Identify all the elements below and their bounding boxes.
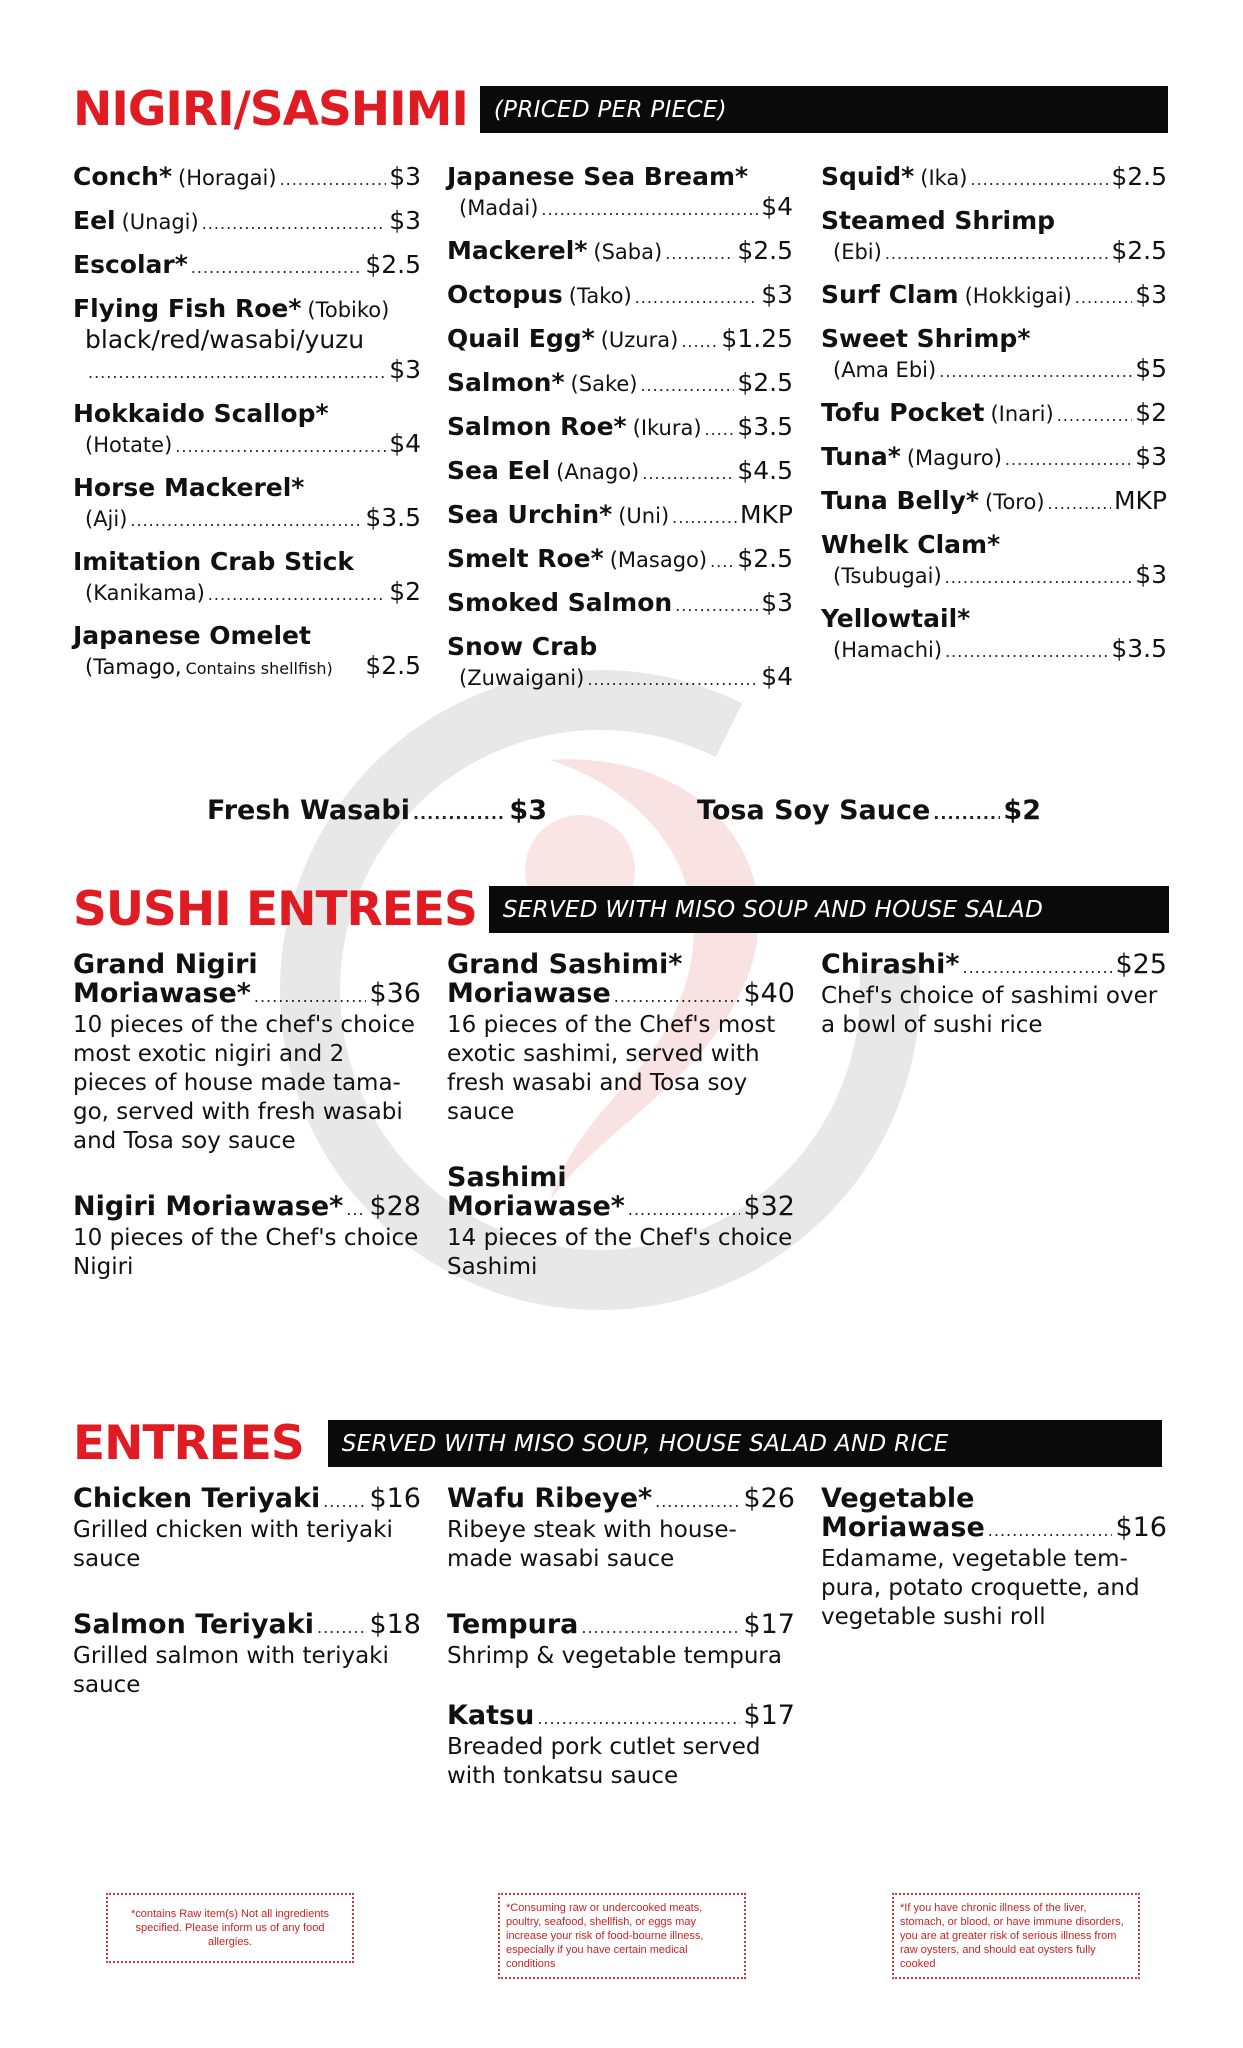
- dot-leader: [945, 563, 1133, 593]
- nigiri-column-2: [447, 162, 793, 706]
- item-name: Salmon Roe*: [447, 412, 627, 441]
- item-price: $3: [1135, 280, 1167, 309]
- dot-leader: [675, 591, 758, 621]
- nigiri-section-bar: (PRICED PER PIECE): [480, 86, 1168, 133]
- item-jp: (Hotate): [85, 433, 173, 457]
- item-jp: (Tamago,: [85, 655, 182, 679]
- menu-item: [73, 1484, 421, 1574]
- dot-leader: [988, 1516, 1113, 1545]
- item-name: Vegetable: [821, 1483, 975, 1514]
- item-note: Contains shellfish): [185, 659, 333, 678]
- dot-leader: [541, 195, 758, 225]
- menu-item: [73, 250, 421, 283]
- item-price: $40: [743, 978, 795, 1009]
- item-note: black/red/wasabi/yuzu: [85, 325, 365, 354]
- item-jp: (Madai): [459, 196, 539, 220]
- dot-leader: [175, 432, 386, 462]
- item-price: $2.5: [1111, 236, 1167, 265]
- item-jp: (Toro): [985, 490, 1045, 514]
- item-name: Whelk Clam*: [821, 530, 1001, 559]
- menu-item: [447, 1610, 795, 1671]
- item-description: 14 pieces of the Chef's choice Sashimi: [447, 1225, 793, 1280]
- item-jp: (Unagi): [121, 210, 199, 234]
- item-price: $2.5: [737, 368, 793, 397]
- menu-item: [73, 162, 421, 195]
- item-name: Sea Eel: [447, 456, 551, 485]
- menu-item: [447, 1163, 795, 1282]
- item-jp: (Tobiko): [307, 298, 390, 322]
- item-price: $2.5: [1111, 162, 1167, 191]
- dot-leader: [665, 239, 734, 269]
- item-name: Flying Fish Roe*: [73, 294, 302, 323]
- item-price: $3: [761, 588, 793, 617]
- item-name: Octopus: [447, 280, 563, 309]
- item-description: Grilled salmon with teriyaki sauce: [73, 1643, 389, 1698]
- item-price: $4: [761, 192, 793, 221]
- dot-leader: [1057, 401, 1132, 431]
- item-price: $3: [389, 206, 421, 235]
- dot-leader: [640, 371, 734, 401]
- dot-leader: [317, 1613, 366, 1642]
- dot-leader: [628, 1195, 741, 1224]
- item-description: Edamame, vegetable tem-pura, potato croquette, and vegetable sushi roll: [821, 1546, 1140, 1630]
- item-price: $4: [761, 662, 793, 691]
- dot-leader: [885, 239, 1109, 269]
- item-name: Smoked Salmon: [447, 588, 673, 617]
- item-jp: (Hamachi): [833, 638, 943, 662]
- item-jp: (Maguro): [906, 446, 1002, 470]
- item-name: Fresh Wasabi: [207, 795, 410, 826]
- item-price: $32: [743, 1191, 795, 1222]
- extra-item: [697, 795, 1041, 826]
- item-jp: (Ama Ebi): [833, 358, 937, 382]
- dot-leader: [681, 327, 718, 357]
- item-name: Sweet Shrimp*: [821, 324, 1031, 353]
- item-name: Wafu Ribeye*: [447, 1483, 653, 1514]
- entrees-column-1: [73, 1484, 421, 1736]
- item-jp: (Uni): [618, 504, 670, 528]
- item-name: Squid*: [821, 162, 915, 191]
- dot-leader: [323, 1487, 366, 1516]
- item-price: $2.5: [365, 651, 421, 680]
- item-jp: (Aji): [85, 507, 128, 531]
- item-price: $2.5: [737, 236, 793, 265]
- item-jp: (Tako): [568, 284, 632, 308]
- item-description: Ribeye steak with house-made wasabi sauce: [447, 1517, 737, 1572]
- item-price: $3: [1135, 442, 1167, 471]
- dot-leader: [254, 982, 367, 1011]
- menu-item: [73, 950, 421, 1156]
- dot-leader: [945, 637, 1108, 667]
- sushi-column-1: [73, 950, 421, 1318]
- menu-item: [821, 530, 1167, 593]
- menu-item: [73, 399, 421, 462]
- item-price: $26: [743, 1483, 795, 1514]
- item-description: Shrimp & vegetable tempura: [447, 1643, 782, 1669]
- dot-leader: [971, 165, 1109, 195]
- item-price: MKP: [1113, 486, 1167, 515]
- item-price: $17: [743, 1700, 795, 1731]
- menu-item: [73, 1192, 421, 1282]
- item-name: Tempura: [447, 1609, 579, 1640]
- sushi-section-bar: SERVED WITH MISO SOUP AND HOUSE SALAD: [489, 886, 1169, 933]
- raw-notice: *contains Raw item(s) Not all ingredients specified. Please inform us of any food allergies.: [106, 1893, 354, 1963]
- item-name: Mackerel*: [447, 236, 588, 265]
- item-jp: (Anago): [556, 460, 640, 484]
- menu-item: [73, 473, 421, 536]
- item-description: Breaded pork cutlet served with tonkatsu sauce: [447, 1734, 761, 1789]
- item-jp: (Tsubugai): [833, 564, 942, 588]
- item-name: Escolar*: [73, 250, 188, 279]
- item-name: Sashimi: [447, 1162, 567, 1193]
- item-jp: (Horagai): [178, 166, 277, 190]
- dot-leader: [413, 804, 506, 823]
- dot-leader: [655, 1487, 740, 1516]
- item-price: $3: [1135, 560, 1167, 589]
- item-price: $4: [389, 429, 421, 458]
- menu-item: [73, 206, 421, 239]
- item-name-2: Moriawase: [821, 1512, 985, 1543]
- nigiri-section-header: [73, 82, 1168, 137]
- dot-leader: [939, 357, 1132, 387]
- dot-leader: [1005, 445, 1132, 475]
- item-price: $3.5: [737, 412, 793, 441]
- menu-item: [821, 950, 1167, 1040]
- menu-item: [447, 544, 793, 577]
- item-jp: (Ikura): [632, 416, 702, 440]
- health-warning: *If you have chronic illness of the liver, stomach, or blood, or have immune disorders, you are at greater risk of serious illness from raw oysters, and should eat oysters fully cooked: [892, 1893, 1140, 1979]
- item-description: Chef's choice of sashimi over a bowl of sushi rice: [821, 983, 1158, 1038]
- item-name: Yellowtail*: [821, 604, 971, 633]
- item-name: Tosa Soy Sauce: [697, 795, 931, 826]
- sushi-column-3: [821, 950, 1167, 1076]
- menu-item: [447, 950, 795, 1127]
- dot-leader: [208, 580, 386, 610]
- entrees-section-header: [73, 1416, 1162, 1471]
- menu-item: [73, 621, 421, 684]
- item-jp: (Kanikama): [85, 581, 205, 605]
- item-price: $18: [369, 1609, 421, 1640]
- item-name: Japanese Omelet: [73, 621, 311, 650]
- item-name: Chirashi*: [821, 949, 960, 980]
- item-price: $5: [1135, 354, 1167, 383]
- item-name: Quail Egg*: [447, 324, 595, 353]
- menu-item: [447, 500, 793, 533]
- menu-item: [447, 324, 793, 357]
- item-price: $2.5: [365, 250, 421, 279]
- menu-item: [447, 368, 793, 401]
- menu-item: [821, 162, 1167, 195]
- item-price: $2: [1003, 795, 1041, 826]
- item-name: Salmon Teriyaki: [73, 1609, 314, 1640]
- dot-leader: [587, 665, 758, 695]
- item-name: Horse Mackerel*: [73, 473, 305, 502]
- item-name: Grand Nigiri: [73, 949, 258, 980]
- nigiri-section-title: NIGIRI/SASHIMI: [73, 82, 468, 137]
- item-jp: (Hokkigai): [964, 284, 1072, 308]
- nigiri-column-3: [821, 162, 1167, 678]
- menu-item: [447, 162, 793, 225]
- dot-leader: [614, 982, 741, 1011]
- dot-leader: [642, 459, 734, 489]
- item-price: $17: [743, 1609, 795, 1640]
- item-name: Tofu Pocket: [821, 398, 985, 427]
- menu-item: [73, 1610, 421, 1700]
- entrees-section-title: ENTREES: [73, 1416, 304, 1471]
- menu-item: [821, 324, 1167, 387]
- item-price: $2.5: [737, 544, 793, 573]
- dot-leader: [705, 415, 735, 445]
- item-name: Nigiri Moriawase*: [73, 1191, 344, 1222]
- item-price: $3: [389, 355, 421, 384]
- item-name: Tuna*: [821, 442, 901, 471]
- nigiri-column-1: [73, 162, 421, 695]
- item-jp: (Saba): [593, 240, 663, 264]
- item-price: $2: [389, 577, 421, 606]
- dot-leader: [963, 953, 1113, 982]
- item-price: $25: [1115, 949, 1167, 980]
- menu-item: [73, 547, 421, 610]
- dot-leader: [191, 253, 363, 283]
- item-name: Conch*: [73, 162, 173, 191]
- item-price: $3: [389, 162, 421, 191]
- dot-leader: [933, 804, 1000, 823]
- dot-leader: [280, 165, 387, 195]
- item-price: $16: [369, 1483, 421, 1514]
- dot-leader: [635, 283, 759, 313]
- menu-item: [447, 456, 793, 489]
- item-name: Steamed Shrimp: [821, 206, 1056, 235]
- item-name: Katsu: [447, 1700, 535, 1731]
- item-price: $16: [1115, 1512, 1167, 1543]
- dot-leader: [202, 209, 386, 239]
- item-name: Japanese Sea Bream*: [447, 162, 749, 191]
- dot-leader: [1048, 489, 1111, 519]
- item-name: Salmon*: [447, 368, 565, 397]
- dot-leader: [710, 547, 734, 577]
- menu-item: [821, 206, 1167, 269]
- item-price: $3.5: [1111, 634, 1167, 663]
- item-price: $3.5: [365, 503, 421, 532]
- item-jp: (Zuwaigani): [459, 666, 585, 690]
- item-name: Surf Clam: [821, 280, 959, 309]
- item-name: Smelt Roe*: [447, 544, 604, 573]
- menu-item: [447, 236, 793, 269]
- dot-leader: [537, 1704, 740, 1733]
- item-price: $36: [369, 978, 421, 1009]
- item-name: Eel: [73, 206, 116, 235]
- item-price: $3: [509, 795, 547, 826]
- menu-item: [821, 280, 1167, 313]
- menu-item: [447, 1484, 795, 1574]
- item-jp: (Ebi): [833, 240, 882, 264]
- menu-item: [447, 280, 793, 313]
- sushi-section-header: [73, 882, 1169, 937]
- dot-leader: [88, 358, 386, 388]
- item-price: MKP: [739, 500, 793, 529]
- item-name: Hokkaido Scallop*: [73, 399, 329, 428]
- item-description: 16 pieces of the Chef's most exotic sashimi, served with fresh wasabi and Tosa soy sauce: [447, 1012, 776, 1125]
- item-name: Imitation Crab Stick: [73, 547, 355, 576]
- item-name: Tuna Belly*: [821, 486, 979, 515]
- item-description: Grilled chicken with teriyaki sauce: [73, 1517, 393, 1572]
- item-jp: (Inari): [990, 402, 1054, 426]
- entrees-section-bar: SERVED WITH MISO SOUP, HOUSE SALAD AND RICE: [328, 1420, 1162, 1467]
- item-name-2: Moriawase*: [447, 1191, 625, 1222]
- dot-leader: [672, 503, 737, 533]
- item-name-2: Moriawase*: [73, 978, 251, 1009]
- item-jp: (Uzura): [600, 328, 679, 352]
- item-price: $3: [761, 280, 793, 309]
- item-name: Sea Urchin*: [447, 500, 613, 529]
- item-jp: (Sake): [570, 372, 638, 396]
- menu-item: [447, 588, 793, 621]
- item-description: 10 pieces of the chef's choice most exotic nigiri and 2 pieces of house made tama-go, served with fresh wasabi and Tosa soy sauce: [73, 1012, 415, 1154]
- dot-leader: [581, 1613, 740, 1642]
- consumption-warning: *Consuming raw or undercooked meats, poultry, seafood, shellfish, or eggs may increase your risk of food-bourne illness, especially if you have certain medical conditions: [498, 1893, 746, 1979]
- menu-item: [447, 412, 793, 445]
- menu-item: [821, 604, 1167, 667]
- item-jp: (Masago): [609, 548, 708, 572]
- dot-leader: [130, 506, 362, 536]
- dot-leader: [346, 1195, 366, 1224]
- entrees-column-2: [447, 1484, 795, 1827]
- extra-item: [207, 795, 547, 826]
- item-description: 10 pieces of the Chef's choice Nigiri: [73, 1225, 419, 1280]
- sushi-column-2: [447, 950, 795, 1318]
- sushi-section-title: SUSHI ENTREES: [73, 882, 477, 937]
- item-name: Chicken Teriyaki: [73, 1483, 321, 1514]
- item-price: $2: [1135, 398, 1167, 427]
- item-jp: (Ika): [920, 166, 968, 190]
- item-price: $4.5: [737, 456, 793, 485]
- menu-item: [447, 1701, 795, 1791]
- dot-leader: [1075, 283, 1132, 313]
- menu-item: [821, 398, 1167, 431]
- menu-item: [821, 1484, 1167, 1632]
- item-price: $28: [369, 1191, 421, 1222]
- menu-item: [821, 442, 1167, 475]
- item-name: Snow Crab: [447, 632, 598, 661]
- menu-item: [73, 294, 421, 388]
- item-price: $1.25: [721, 324, 793, 353]
- entrees-column-3: [821, 1484, 1167, 1668]
- menu-item: [821, 486, 1167, 519]
- item-name: Grand Sashimi*: [447, 949, 683, 980]
- item-name-2: Moriawase: [447, 978, 611, 1009]
- menu-item: [447, 632, 793, 695]
